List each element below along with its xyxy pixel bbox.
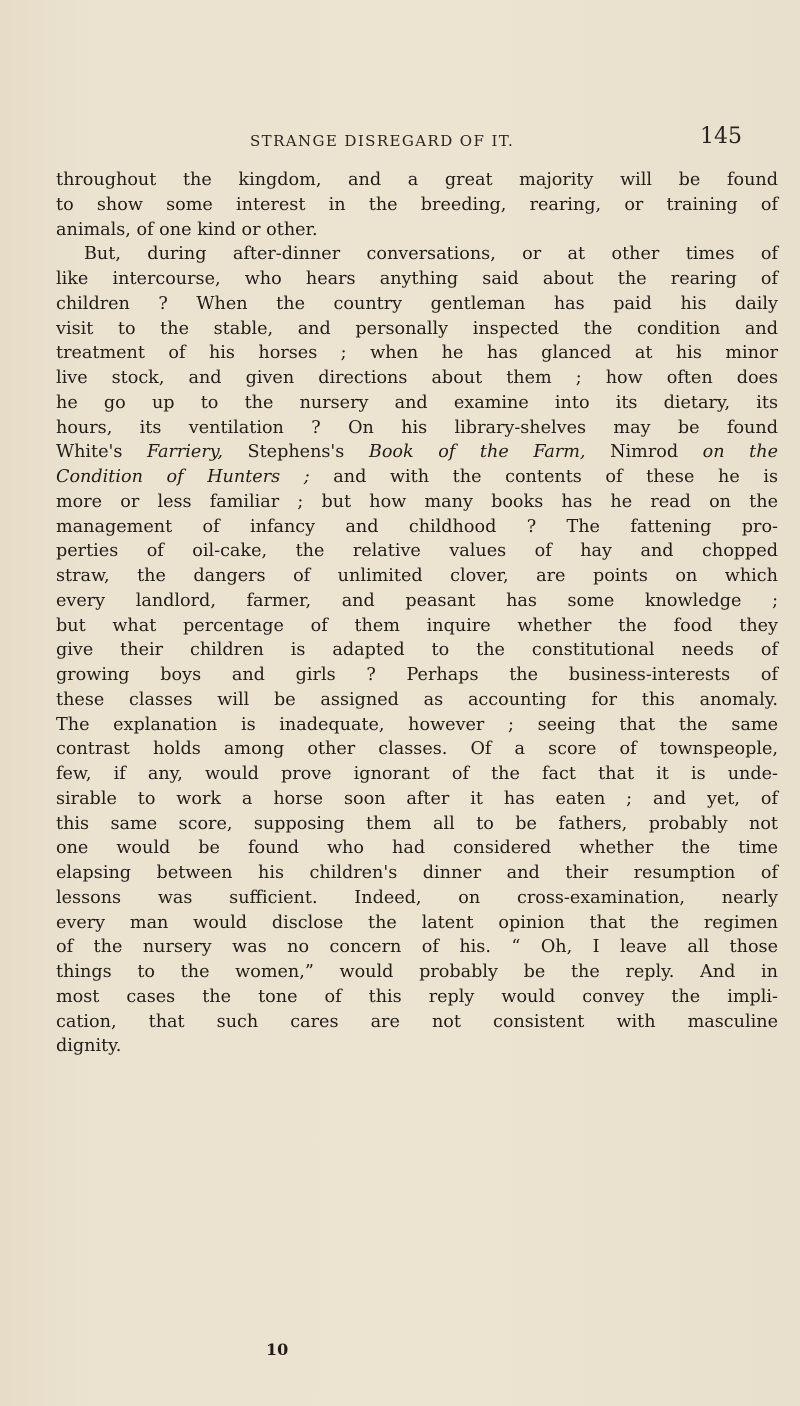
text-line: White's Farriery, Stephens's Book of the Farm, Nimrod on the [56,442,778,463]
running-head: STRANGE DISREGARD OF IT. [250,132,515,150]
text-line: straw, the dangers of unlimited clover, are points on which [56,566,778,586]
text-line: but what percentage of them inquire whether the food they [56,615,778,636]
text-line: lessons was sufficient. Indeed, on cross-examination, nearly [56,887,778,908]
text-line: dignity. [56,1036,122,1057]
text-line: every man would disclose the latent opinion that the regimen [56,912,778,933]
signature-mark: 10 [266,1340,289,1359]
text-line: cation, that such cares are not consistent with masculine [56,1011,778,1032]
text-line: this same score, supposing them all to be fathers, probably not [56,813,778,834]
text-line: he go up to the nursery and examine into its dietary, its [56,392,778,413]
body-text [56,168,778,1059]
text-line: visit to the stable, and personally inspected the condition and [56,318,778,339]
text-line: one would be found who had considered whether the time [56,838,778,859]
text-line: The explanation is inadequate, however ; seeing that the same [56,714,778,735]
text-line: management of infancy and childhood ? The fattening pro- [56,516,778,537]
text-line: elapsing between his children's dinner and their resumption of [56,863,778,883]
text-line: these classes will be assigned as accounting for this anomaly. [56,689,778,710]
text-line: most cases the tone of this reply would convey the impli- [56,986,778,1007]
page-number: 145 [700,124,742,149]
text-line: growing boys and girls ? Perhaps the business-interests of [56,665,778,685]
text-line: children ? When the country gentleman has paid his daily [56,293,778,314]
text-line: Condition of Hunters ; and with the contents of these he is [56,467,778,487]
text-line: perties of oil-cake, the relative values of hay and chopped [56,541,778,562]
text-line: few, if any, would prove ignorant of the fact that it is unde- [56,764,778,784]
text-line: to show some interest in the breeding, rearing, or training of [56,194,778,215]
text-line: treatment of his horses ; when he has glanced at his minor [56,343,778,364]
text-line: live stock, and given directions about them ; how often does [56,368,778,388]
text-line: every landlord, farmer, and peasant has some knowledge ; [56,590,778,611]
text-line: throughout the kingdom, and a great majority will be found [56,170,778,190]
text-line: But, during after-dinner conversations, or at other times of [84,244,778,265]
text-line: more or less familiar ; but how many books has he read on the [56,491,778,512]
text-line: sirable to work a horse soon after it has eaten ; and yet, of [56,788,778,809]
text-line: contrast holds among other classes. Of a score of townspeople, [56,739,778,760]
text-line: things to the women,” would probably be the reply. And in [56,962,778,982]
text-line: animals, of one kind or other. [56,219,318,240]
text-line: like intercourse, who hears anything said about the rearing of [56,269,778,289]
text-line: hours, its ventilation ? On his library-shelves may be found [56,417,778,438]
text-line: give their children is adapted to the constitutional needs of [56,640,778,661]
text-line: of the nursery was no concern of his. “ Oh, I leave all those [56,937,778,958]
